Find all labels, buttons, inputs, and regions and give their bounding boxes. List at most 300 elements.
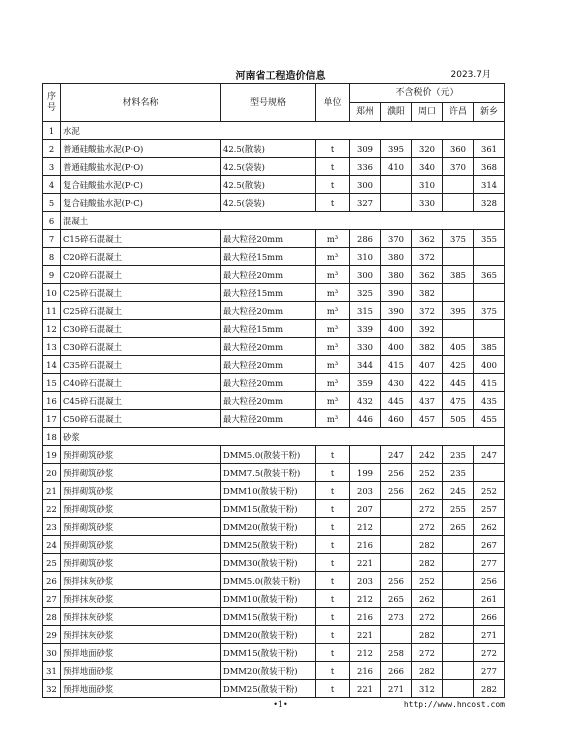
material-spec: 最大粒径20mm (221, 266, 316, 284)
material-spec: DMM20(散装干粉) (221, 626, 316, 644)
price-cell: 272 (412, 500, 443, 518)
price-cell: 380 (381, 248, 412, 266)
table-row (43, 284, 505, 302)
material-unit: t (316, 500, 350, 518)
price-cell: 266 (381, 662, 412, 680)
price-cell: 272 (412, 518, 443, 536)
price-cell: 344 (350, 356, 381, 374)
price-cell: 340 (412, 158, 443, 176)
price-cell: 375 (443, 230, 474, 248)
price-cell: 282 (412, 662, 443, 680)
price-cell: 327 (350, 194, 381, 212)
header-city: 周口 (412, 103, 443, 122)
material-unit: t (316, 590, 350, 608)
price-cell: 256 (381, 464, 412, 482)
material-unit: t (316, 158, 350, 176)
material-unit: t (316, 482, 350, 500)
material-name: C20碎石混凝土 (61, 248, 221, 266)
row-number: 18 (43, 428, 61, 446)
price-cell: 267 (474, 536, 505, 554)
row-number: 10 (43, 284, 61, 302)
price-cell: 385 (474, 338, 505, 356)
page-number: •1• (273, 700, 288, 709)
material-name: 预拌抹灰砂浆 (61, 626, 221, 644)
header-price-group: 不含税价（元） (350, 84, 505, 103)
price-cell: 312 (412, 680, 443, 698)
price-cell (443, 572, 474, 590)
material-spec: 最大粒径20mm (221, 392, 316, 410)
price-cell: 360 (443, 140, 474, 158)
row-number: 22 (43, 500, 61, 518)
row-number: 28 (43, 608, 61, 626)
material-spec: DMM20(散装干粉) (221, 518, 316, 536)
material-name: 预拌砌筑砂浆 (61, 500, 221, 518)
row-number: 27 (43, 590, 61, 608)
material-spec: 最大粒径20mm (221, 230, 316, 248)
table-row (43, 554, 505, 572)
price-cell: 216 (350, 662, 381, 680)
price-cell: 252 (474, 482, 505, 500)
material-spec: DMM15(散装干粉) (221, 608, 316, 626)
material-spec: DMM25(散装干粉) (221, 680, 316, 698)
price-cell: 212 (350, 518, 381, 536)
material-name: 预拌抹灰砂浆 (61, 590, 221, 608)
material-unit: m³ (316, 248, 350, 266)
price-cell: 400 (381, 320, 412, 338)
price-cell: 455 (474, 410, 505, 428)
price-cell: 375 (474, 302, 505, 320)
material-name: 预拌地面砂浆 (61, 680, 221, 698)
price-cell: 271 (381, 680, 412, 698)
price-cell: 314 (474, 176, 505, 194)
material-unit: m³ (316, 374, 350, 392)
header-city: 许昌 (443, 103, 474, 122)
row-number: 11 (43, 302, 61, 320)
price-cell: 272 (474, 644, 505, 662)
material-name: 预拌地面砂浆 (61, 662, 221, 680)
row-number: 5 (43, 194, 61, 212)
row-number: 20 (43, 464, 61, 482)
price-cell (474, 464, 505, 482)
section-row (43, 428, 505, 446)
document-title: 河南省工程造价信息 (235, 71, 326, 82)
material-unit: t (316, 176, 350, 194)
price-cell: 273 (381, 608, 412, 626)
price-cell (381, 536, 412, 554)
header-city: 新乡 (474, 103, 505, 122)
price-cell: 415 (474, 374, 505, 392)
material-name: 预拌抹灰砂浆 (61, 608, 221, 626)
material-name: 预拌砌筑砂浆 (61, 518, 221, 536)
price-cell: 370 (443, 158, 474, 176)
price-cell: 199 (350, 464, 381, 482)
price-cell: 336 (350, 158, 381, 176)
material-unit: m³ (316, 230, 350, 248)
table-row (43, 536, 505, 554)
row-number: 19 (43, 446, 61, 464)
row-number: 16 (43, 392, 61, 410)
price-cell: 430 (381, 374, 412, 392)
price-cell: 207 (350, 500, 381, 518)
material-unit: m³ (316, 266, 350, 284)
price-cell (443, 626, 474, 644)
material-spec: 最大粒径20mm (221, 302, 316, 320)
table-row (43, 140, 505, 158)
website-url: http://www.hncost.com (403, 700, 505, 709)
price-cell: 212 (350, 644, 381, 662)
price-cell (443, 284, 474, 302)
table-row (43, 572, 505, 590)
price-cell: 365 (474, 266, 505, 284)
price-cell (443, 248, 474, 266)
table-row (43, 464, 505, 482)
section-name: 混凝土 (61, 212, 505, 230)
material-name: C25碎石混凝土 (61, 302, 221, 320)
price-cell: 382 (412, 284, 443, 302)
material-name: 预拌砌筑砂浆 (61, 554, 221, 572)
price-cell: 221 (350, 554, 381, 572)
price-cell: 256 (381, 482, 412, 500)
material-name: C45碎石混凝土 (61, 392, 221, 410)
material-name: 复合硅酸盐水泥(P·C) (61, 176, 221, 194)
material-spec: DMM20(散装干粉) (221, 662, 316, 680)
price-cell: 435 (474, 392, 505, 410)
price-cell: 392 (412, 320, 443, 338)
material-unit: t (316, 626, 350, 644)
price-cell: 362 (412, 266, 443, 284)
material-spec: 最大粒径20mm (221, 338, 316, 356)
material-unit: t (316, 446, 350, 464)
price-cell: 245 (443, 482, 474, 500)
price-cell: 445 (443, 374, 474, 392)
price-cell: 309 (350, 140, 381, 158)
price-cell (443, 590, 474, 608)
row-number: 3 (43, 158, 61, 176)
price-cell: 262 (412, 590, 443, 608)
price-cell: 252 (412, 464, 443, 482)
price-cell: 258 (381, 644, 412, 662)
price-cell (443, 662, 474, 680)
price-cell: 277 (474, 662, 505, 680)
price-cell: 256 (474, 572, 505, 590)
price-cell: 242 (412, 446, 443, 464)
table-row (43, 230, 505, 248)
material-name: C30碎石混凝土 (61, 320, 221, 338)
price-cell: 390 (381, 302, 412, 320)
material-unit: t (316, 662, 350, 680)
price-cell: 235 (443, 446, 474, 464)
price-cell: 216 (350, 536, 381, 554)
price-cell (381, 500, 412, 518)
row-number: 31 (43, 662, 61, 680)
price-cell: 272 (412, 644, 443, 662)
material-name: 预拌砌筑砂浆 (61, 536, 221, 554)
price-cell: 262 (474, 518, 505, 536)
price-cell: 300 (350, 176, 381, 194)
price-cell: 252 (412, 572, 443, 590)
material-name: 普通硅酸盐水泥(P·O) (61, 158, 221, 176)
price-cell: 385 (443, 266, 474, 284)
price-cell: 277 (474, 554, 505, 572)
price-cell (443, 644, 474, 662)
material-unit: m³ (316, 338, 350, 356)
price-cell (381, 518, 412, 536)
material-unit: t (316, 644, 350, 662)
material-unit: t (316, 554, 350, 572)
row-number: 25 (43, 554, 61, 572)
row-number: 7 (43, 230, 61, 248)
price-cell: 390 (381, 284, 412, 302)
price-cell: 212 (350, 590, 381, 608)
price-cell (443, 680, 474, 698)
price-cell (443, 176, 474, 194)
material-spec: 最大粒径20mm (221, 410, 316, 428)
price-cell: 457 (412, 410, 443, 428)
price-cell: 235 (443, 464, 474, 482)
table-row (43, 680, 505, 698)
row-number: 12 (43, 320, 61, 338)
price-cell: 330 (350, 338, 381, 356)
price-cell: 400 (381, 338, 412, 356)
table-row (43, 644, 505, 662)
material-spec: DMM10(散装干粉) (221, 590, 316, 608)
material-name: 预拌砌筑砂浆 (61, 446, 221, 464)
material-name: 预拌抹灰砂浆 (61, 572, 221, 590)
table-row (43, 446, 505, 464)
price-cell (350, 446, 381, 464)
material-unit: t (316, 140, 350, 158)
price-cell (443, 194, 474, 212)
row-number: 2 (43, 140, 61, 158)
header-no: 序号 (43, 84, 61, 122)
material-unit: m³ (316, 302, 350, 320)
table-row (43, 302, 505, 320)
price-cell (381, 626, 412, 644)
material-spec: DMM10(散装干粉) (221, 482, 316, 500)
price-cell: 203 (350, 482, 381, 500)
row-number: 29 (43, 626, 61, 644)
price-cell: 460 (381, 410, 412, 428)
price-cell: 372 (412, 302, 443, 320)
header-spec: 型号规格 (221, 84, 316, 122)
material-unit: t (316, 518, 350, 536)
table-row (43, 392, 505, 410)
price-cell: 382 (412, 338, 443, 356)
material-name: C35碎石混凝土 (61, 356, 221, 374)
material-spec: 42.5(袋装) (221, 158, 316, 176)
row-number: 14 (43, 356, 61, 374)
price-cell: 380 (381, 266, 412, 284)
table-row (43, 374, 505, 392)
price-cell: 300 (350, 266, 381, 284)
material-unit: m³ (316, 410, 350, 428)
material-spec: 42.5(散装) (221, 176, 316, 194)
header-city: 郑州 (350, 103, 381, 122)
row-number: 21 (43, 482, 61, 500)
material-spec: DMM5.0(散装干粉) (221, 572, 316, 590)
price-cell: 286 (350, 230, 381, 248)
price-cell: 272 (412, 608, 443, 626)
material-spec: 最大粒径15mm (221, 284, 316, 302)
price-cell: 446 (350, 410, 381, 428)
table-row (43, 194, 505, 212)
section-name: 水泥 (61, 122, 505, 140)
price-cell: 425 (443, 356, 474, 374)
row-number: 8 (43, 248, 61, 266)
table-row (43, 590, 505, 608)
price-cell (474, 284, 505, 302)
price-cell (381, 176, 412, 194)
price-cell: 266 (474, 608, 505, 626)
section-row (43, 212, 505, 230)
price-cell: 400 (474, 356, 505, 374)
price-cell (443, 554, 474, 572)
price-cell: 328 (474, 194, 505, 212)
header-row-1 (43, 84, 505, 103)
row-number: 6 (43, 212, 61, 230)
row-number: 32 (43, 680, 61, 698)
price-cell: 256 (381, 572, 412, 590)
price-cell: 415 (381, 356, 412, 374)
price-cell: 216 (350, 608, 381, 626)
row-number: 30 (43, 644, 61, 662)
material-name: 预拌地面砂浆 (61, 644, 221, 662)
price-cell: 265 (443, 518, 474, 536)
price-cell: 203 (350, 572, 381, 590)
price-cell: 372 (412, 248, 443, 266)
material-unit: t (316, 608, 350, 626)
table-row (43, 626, 505, 644)
material-name: C25碎石混凝土 (61, 284, 221, 302)
price-cell: 310 (350, 248, 381, 266)
material-name: 普通硅酸盐水泥(P·O) (61, 140, 221, 158)
material-name: 预拌砌筑砂浆 (61, 464, 221, 482)
price-cell: 422 (412, 374, 443, 392)
row-number: 17 (43, 410, 61, 428)
table-row (43, 320, 505, 338)
material-name: C20碎石混凝土 (61, 266, 221, 284)
price-cell: 362 (412, 230, 443, 248)
price-cell: 282 (474, 680, 505, 698)
table-row (43, 518, 505, 536)
price-cell: 368 (474, 158, 505, 176)
issue-date: 2023.7月 (450, 70, 491, 80)
price-cell: 355 (474, 230, 505, 248)
table-row (43, 248, 505, 266)
material-unit: m³ (316, 356, 350, 374)
material-spec: DMM15(散装干粉) (221, 500, 316, 518)
row-number: 15 (43, 374, 61, 392)
material-name: C50碎石混凝土 (61, 410, 221, 428)
table-row (43, 410, 505, 428)
price-cell: 310 (412, 176, 443, 194)
price-cell: 315 (350, 302, 381, 320)
row-number: 13 (43, 338, 61, 356)
material-spec: 最大粒径20mm (221, 374, 316, 392)
material-name: C15碎石混凝土 (61, 230, 221, 248)
price-cell (474, 248, 505, 266)
price-cell: 407 (412, 356, 443, 374)
material-spec: 42.5(散装) (221, 140, 316, 158)
table-row (43, 158, 505, 176)
material-spec: DMM7.5(散装干粉) (221, 464, 316, 482)
table-row (43, 356, 505, 374)
section-name: 砂浆 (61, 428, 505, 446)
material-name: 复合硅酸盐水泥(P·C) (61, 194, 221, 212)
price-cell (381, 194, 412, 212)
material-spec: 最大粒径15mm (221, 248, 316, 266)
material-name: 预拌砌筑砂浆 (61, 482, 221, 500)
price-table (42, 83, 505, 698)
row-number: 24 (43, 536, 61, 554)
table-row (43, 266, 505, 284)
price-cell: 257 (474, 500, 505, 518)
price-cell (443, 320, 474, 338)
material-unit: m³ (316, 284, 350, 302)
price-cell: 282 (412, 554, 443, 572)
material-spec: 最大粒径15mm (221, 320, 316, 338)
table-body (43, 122, 505, 698)
price-cell: 247 (381, 446, 412, 464)
price-cell: 262 (412, 482, 443, 500)
row-number: 23 (43, 518, 61, 536)
table-row (43, 608, 505, 626)
price-cell: 330 (412, 194, 443, 212)
price-cell (443, 536, 474, 554)
price-cell: 320 (412, 140, 443, 158)
material-unit: t (316, 680, 350, 698)
price-cell (474, 320, 505, 338)
price-cell (443, 608, 474, 626)
price-cell: 271 (474, 626, 505, 644)
price-cell: 282 (412, 626, 443, 644)
material-spec: DMM30(散装干粉) (221, 554, 316, 572)
header-city: 濮阳 (381, 103, 412, 122)
price-cell: 405 (443, 338, 474, 356)
row-number: 26 (43, 572, 61, 590)
price-cell: 325 (350, 284, 381, 302)
price-cell: 247 (474, 446, 505, 464)
price-cell: 339 (350, 320, 381, 338)
material-unit: m³ (316, 392, 350, 410)
material-unit: m³ (316, 320, 350, 338)
price-cell: 255 (443, 500, 474, 518)
table-row (43, 500, 505, 518)
price-cell: 370 (381, 230, 412, 248)
material-spec: DMM5.0(散装干粉) (221, 446, 316, 464)
price-cell: 221 (350, 626, 381, 644)
price-cell: 395 (381, 140, 412, 158)
material-unit: t (316, 536, 350, 554)
section-row (43, 122, 505, 140)
price-cell: 361 (474, 140, 505, 158)
price-cell: 437 (412, 392, 443, 410)
material-unit: t (316, 572, 350, 590)
price-cell: 265 (381, 590, 412, 608)
price-cell: 395 (443, 302, 474, 320)
price-cell: 282 (412, 536, 443, 554)
price-cell: 445 (381, 392, 412, 410)
price-cell: 475 (443, 392, 474, 410)
row-number: 4 (43, 176, 61, 194)
table-row (43, 338, 505, 356)
price-cell (381, 554, 412, 572)
material-unit: t (316, 464, 350, 482)
table-row (43, 176, 505, 194)
row-number: 9 (43, 266, 61, 284)
header-unit: 单位 (316, 84, 350, 122)
header-name: 材料名称 (61, 84, 221, 122)
